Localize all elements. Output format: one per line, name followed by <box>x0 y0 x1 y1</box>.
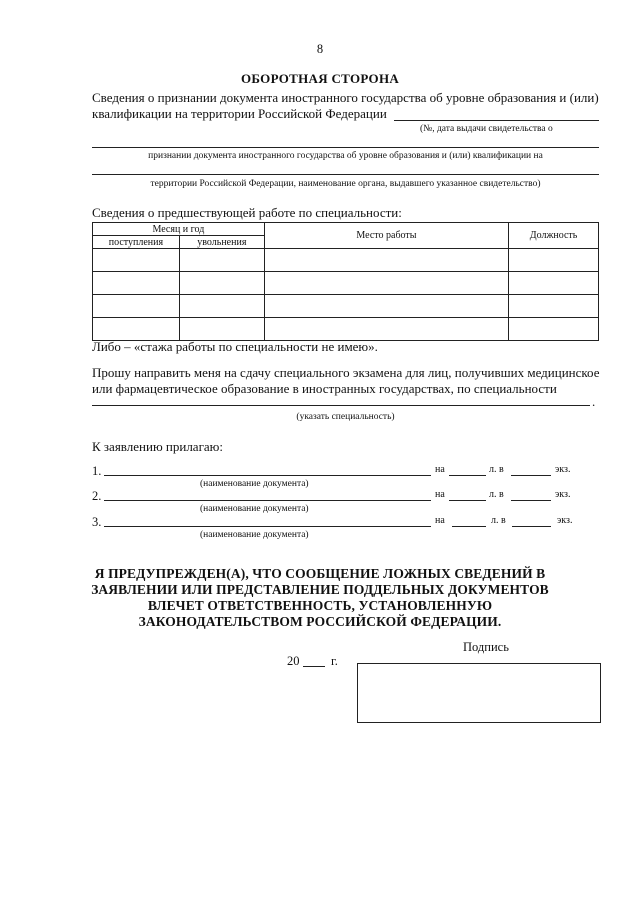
legal-warning: Я ПРЕДУПРЕЖДЕН(А), ЧТО СООБЩЕНИЕ ЛОЖНЫХ СВЕДЕНИЙ В ЗАЯВЛЕНИИ ИЛИ ПРЕДСТАВЛЕНИЕ ПОДДЕЛЬНЫХ ДОКУМЕНТОВ ВЛЕЧЕТ ОТВЕТСТВЕННОСТЬ, УСТАНОВЛЕННУЮ ЗАКОНОДАТЕЛЬСТВОМ РОССИЙСКОЙ ФЕДЕРАЦИИ. <box>91 566 549 629</box>
attach-l-label: л. в <box>489 489 504 500</box>
table-cell[interactable] <box>179 295 264 318</box>
attach-hint: (наименование документа) <box>200 530 309 540</box>
attach-item-number: 3. <box>92 515 102 529</box>
table-cell[interactable] <box>179 318 264 341</box>
year-prefix: 20 <box>287 654 300 668</box>
table-cell[interactable] <box>93 318 180 341</box>
col-month-year: Месяц и год <box>93 223 265 236</box>
attach-hint: (наименование документа) <box>200 504 309 514</box>
year-suffix: г. <box>331 654 338 668</box>
recognition-line1: Сведения о признании документа иностранного государства об уровне образования и (или) <box>92 90 599 105</box>
table-cell[interactable] <box>264 249 508 272</box>
signature-box[interactable] <box>357 663 601 723</box>
table-row <box>93 249 599 272</box>
table-cell[interactable] <box>93 295 180 318</box>
page-number: 8 <box>316 42 324 56</box>
specialty-field-line[interactable] <box>92 405 590 406</box>
col-position: Должность <box>509 223 599 249</box>
recognition-field-line[interactable] <box>394 120 599 121</box>
attach-ekz-label: экз. <box>557 515 573 526</box>
recognition-field-line2[interactable] <box>92 147 599 148</box>
attach-ekz-label: экз. <box>555 464 571 475</box>
table-cell[interactable] <box>264 295 508 318</box>
attach-na-label: на <box>435 515 445 526</box>
table-cell[interactable] <box>509 272 599 295</box>
col-hire: поступления <box>93 236 180 249</box>
work-heading: Сведения о предшествующей работе по специальности: <box>92 205 402 220</box>
attach-pages-field[interactable] <box>449 475 486 476</box>
attach-item-number: 1. <box>92 464 102 478</box>
attach-ekz-label: экз. <box>555 489 571 500</box>
work-alt-text: Либо – «стажа работы по специальности не имею». <box>92 339 378 354</box>
exam-line2: или фармацевтическое образование в иностранных государствах, по специальности <box>92 381 557 396</box>
attach-doc-name-field[interactable] <box>104 526 431 527</box>
specialty-hint: (указать специальность) <box>296 412 395 422</box>
attach-copies-field[interactable] <box>512 526 551 527</box>
year-field[interactable] <box>303 666 325 667</box>
attach-doc-name-field[interactable] <box>104 500 431 501</box>
attach-l-label: л. в <box>491 515 506 526</box>
signature-label: Подпись <box>463 640 509 654</box>
attach-heading: К заявлению прилагаю: <box>92 439 224 454</box>
recognition-field-line3[interactable] <box>92 174 599 175</box>
attach-hint: (наименование документа) <box>200 479 309 489</box>
attach-pages-field[interactable] <box>449 500 486 501</box>
attach-item-number: 2. <box>92 489 102 503</box>
attach-doc-name-field[interactable] <box>104 475 431 476</box>
table-cell[interactable] <box>93 249 180 272</box>
col-place: Место работы <box>264 223 508 249</box>
table-row <box>93 272 599 295</box>
table-cell[interactable] <box>264 318 508 341</box>
table-cell[interactable] <box>93 272 180 295</box>
page-title: ОБОРОТНАЯ СТОРОНА <box>240 71 400 86</box>
recognition-hint1: (№, дата выдачи свидетельства о <box>420 124 553 134</box>
attach-na-label: на <box>435 464 445 475</box>
recognition-line2: квалификации на территории Российской Федерации <box>92 106 387 121</box>
attach-na-label: на <box>435 489 445 500</box>
col-dismissal: увольнения <box>179 236 264 249</box>
table-cell[interactable] <box>509 318 599 341</box>
attach-pages-field[interactable] <box>452 526 486 527</box>
exam-line1: Прошу направить меня на сдачу специального экзамена для лиц, получивших медицинское <box>92 365 600 380</box>
attach-copies-field[interactable] <box>511 500 551 501</box>
recognition-hint3: территории Российской Федерации, наименование органа, выдавшего указанное свидетельство) <box>150 179 541 189</box>
table-cell[interactable] <box>264 272 508 295</box>
recognition-hint2: признании документа иностранного государства об уровне образования и (или) квалификации на <box>148 151 543 161</box>
table-cell[interactable] <box>179 249 264 272</box>
table-cell[interactable] <box>509 249 599 272</box>
table-cell[interactable] <box>509 295 599 318</box>
table-cell[interactable] <box>179 272 264 295</box>
table-row <box>93 295 599 318</box>
specialty-end-dot: . <box>592 394 596 409</box>
attach-copies-field[interactable] <box>511 475 551 476</box>
work-table <box>92 222 599 341</box>
table-row <box>93 318 599 341</box>
attach-l-label: л. в <box>489 464 504 475</box>
